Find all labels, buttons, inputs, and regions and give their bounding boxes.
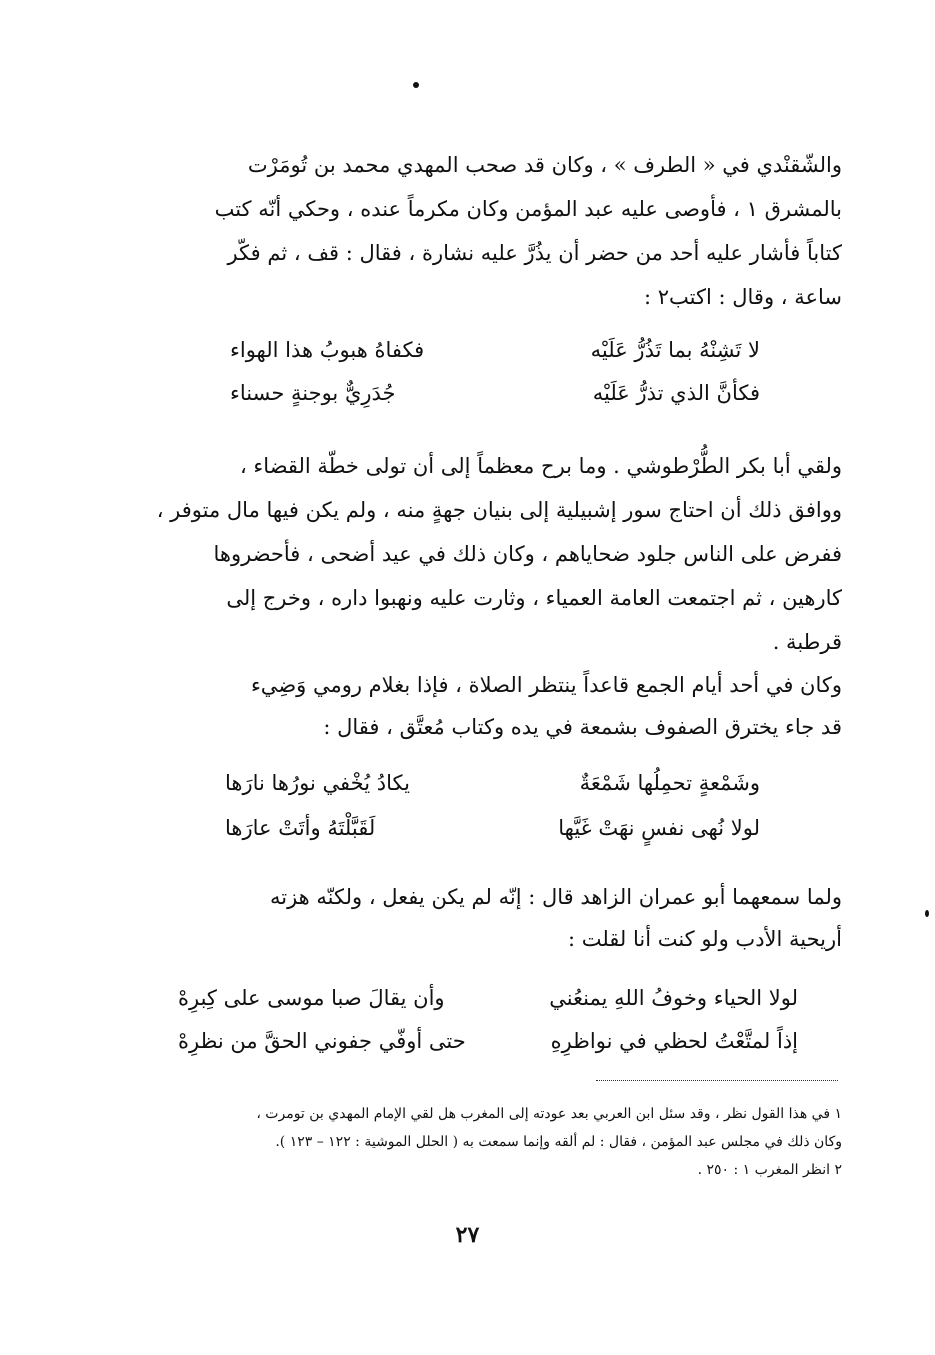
text-line: كارهين ، ثم اجتمعت العامة العمياء ، وثارت عليه ونهبوا داره ، وخرج إلى (226, 586, 842, 610)
verse-hemistich-left: فكفاهُ هبوبُ هذا الهواء (230, 338, 425, 362)
verse-hemistich-right: لولا نُهى نفسٍ نهَتْ غَيَّها (558, 816, 760, 840)
verse-hemistich-right: فكأنَّ الذي تذرُّ عَلَيْه (592, 381, 760, 405)
verse-hemistich-left: حتى أوفّي جفوني الحقَّ من نظرِهْ (178, 1029, 466, 1053)
footnote-line: ١ في هذا القول نظر ، وقد سئل ابن العربي بعد عودته إلى المغرب هل لقي الإمام المهدي بن تومرت ، (256, 1106, 842, 1122)
text-line: ولما سمعهما أبو عمران الزاهد قال : إنّه لم يكن يفعل ، ولكنّه هزته (269, 885, 842, 909)
text-line: وكان في أحد أيام الجمع قاعداً ينتظر الصلاة ، فإذا بغلام رومي وَضِيء (250, 673, 842, 697)
text-line: أريحية الأدب ولو كنت أنا لقلت : (567, 927, 842, 951)
text-line: ووافق ذلك أن احتاج سور إشبيلية إلى بنيان جهةٍ منه ، ولم يكن فيها مال متوفر ، (156, 498, 842, 522)
text-line: قد جاء يخترق الصفوف بشمعة في يده وكتاب مُعتَّق ، فقال : (323, 715, 842, 739)
verse-hemistich-left: لَقَبَّلْتَهُ وأتَتْ عارَها (225, 816, 376, 840)
footnote-line: وكان ذلك في مجلس عبد المؤمن ، فقال : لم ألقه وإنما سمعت به ( الحلل الموشية : ١٢٢ – ١٢٣ ). (275, 1134, 842, 1150)
verse-hemistich-left: وأن يقالَ صبا موسى على كِبرِهْ (178, 986, 445, 1010)
verse-line (178, 984, 798, 1012)
paragraph-1 (138, 143, 842, 319)
verse-line (230, 336, 760, 364)
paragraph-2 (138, 444, 842, 664)
margin-mark (925, 910, 929, 917)
verse-hemistich-right: لا تَشِنْهُ بما تَذُرُّ عَلَيْه (590, 338, 760, 362)
paragraph-4 (138, 876, 842, 960)
ornament-dot (413, 82, 419, 88)
verse-line (178, 1027, 798, 1055)
text-line: ولقي أبا بكر الطُّرْطوشي . وما برح معظماً إلى أن تولى خطّة القضاء ، (239, 454, 842, 478)
text-line: قرطبة . (772, 630, 842, 654)
verse-hemistich-right: وشَمْعةٍ تحمِلُها شَمْعَةٌ (579, 771, 760, 795)
verse-line (230, 379, 760, 407)
verse-hemistich-left: يكادُ يُخْفي نورُها نارَها (225, 771, 410, 795)
text-line: والشّقنْدي في « الطرف » ، وكان قد صحب المهدي محمد بن تُومَرْت (247, 153, 842, 177)
text-line: كتاباً فأشار عليه أحد من حضر أن يذُرَّ عليه نشارة ، فقال : قف ، ثم فكّر (227, 241, 842, 265)
verse-hemistich-right: إذاً لمتَّعْتُ لحظي في نواظرِهِ (550, 1029, 798, 1053)
verse-hemistich-right: لولا الحياء وخوفُ اللهِ يمنعُني (549, 986, 798, 1010)
text-line: ففرض على الناس جلود ضحاياهم ، وكان ذلك في عيد أضحى ، فأحضروها (213, 542, 842, 566)
footnote-line: ٢ انظر المغرب ١ : ٢٥٠ . (697, 1162, 842, 1178)
text-line: ساعة ، وقال : اكتب٢ : (643, 285, 842, 309)
paragraph-3 (138, 664, 842, 748)
page-number: ٢٧ (455, 1222, 480, 1248)
text-line: بالمشرق ١ ، فأوصى عليه عبد المؤمن وكان مكرماً عنده ، وحكي أنّه كتب (214, 197, 842, 221)
verse-line (225, 814, 760, 842)
verse-line (225, 769, 760, 797)
footnote-separator (596, 1080, 838, 1081)
verse-hemistich-left: جُدَرِيٌّ بوجنةٍ حسناء (230, 381, 396, 405)
